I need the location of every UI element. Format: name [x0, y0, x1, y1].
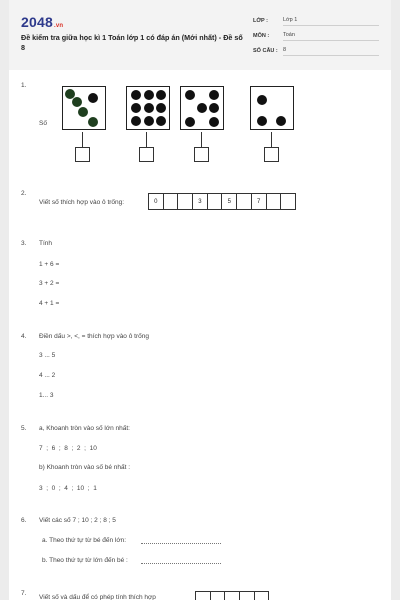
- q7-cell[interactable]: [239, 591, 255, 600]
- seq-cell[interactable]: [236, 193, 252, 210]
- seq-cell[interactable]: [280, 193, 296, 210]
- site-logo[interactable]: 2048.vn: [21, 14, 64, 30]
- question-number-4: 4.: [21, 333, 27, 340]
- q4-prompt: Điền dấu >, <, = thích hợp vào ô trống: [39, 333, 149, 340]
- seq-cell[interactable]: [207, 193, 223, 210]
- q3-prompt: Tính: [39, 240, 53, 247]
- dice-six-dots: [126, 86, 170, 130]
- answer-box-4[interactable]: [264, 147, 279, 162]
- q5b-prompt: b) Khoanh tròn vào số bé nhất :: [39, 464, 131, 471]
- page-title: Đề kiểm tra giữa học kì 1 Toán lớp 1 có đáp án (Mới nhất) - Đề số 8: [21, 33, 243, 52]
- q5b-values: 3 ; 0 ; 4 ; 10 ; 1: [39, 485, 97, 492]
- question-number-7: 7.: [21, 590, 27, 597]
- answer-box-3[interactable]: [194, 147, 209, 162]
- q7-cell[interactable]: [254, 591, 270, 600]
- seq-cell[interactable]: [177, 193, 193, 210]
- seq-cell: 0: [148, 193, 164, 210]
- worksheet: [9, 0, 391, 600]
- seq-cell: 7: [251, 193, 267, 210]
- q3-line: 1 + 6 =: [39, 261, 60, 268]
- q4-line: 3 ... 5: [39, 352, 56, 359]
- number-sequence: [148, 193, 295, 210]
- seq-cell[interactable]: [266, 193, 282, 210]
- q3-line: 4 + 1 =: [39, 300, 60, 307]
- meta-value-subject: Toán: [283, 32, 379, 41]
- question-number-1: 1.: [21, 82, 27, 89]
- meta-label-class: LỚP :: [253, 18, 268, 24]
- q6b-label: b. Theo thứ tự từ lớn đến bé :: [42, 557, 128, 564]
- q6a-label: a. Theo thứ tự từ bé đến lớn:: [42, 537, 127, 544]
- question-number-2: 2.: [21, 190, 27, 197]
- dice-five-dots: [62, 86, 106, 130]
- q6a-answer-line[interactable]: [141, 537, 221, 544]
- answer-box-2[interactable]: [139, 147, 154, 162]
- question-number-6: 6.: [21, 517, 27, 524]
- meta-value-count: 8: [283, 47, 379, 56]
- dice-five-dots-b: [180, 86, 224, 130]
- q7-cell[interactable]: [195, 591, 211, 600]
- q5a-prompt: a, Khoanh tròn vào số lớn nhất:: [39, 425, 130, 432]
- q7-cell[interactable]: [210, 591, 226, 600]
- question-number-3: 3.: [21, 240, 27, 247]
- seq-cell: 3: [192, 193, 208, 210]
- q1-label: Số: [39, 120, 47, 127]
- q6b-answer-line[interactable]: [141, 557, 221, 564]
- q6-prompt: Viết các số 7 ; 10 ; 2 ; 8 ; 5: [39, 517, 116, 524]
- answer-box-1[interactable]: [75, 147, 90, 162]
- question-number-5: 5.: [21, 425, 27, 432]
- dice-three-dots: [250, 86, 294, 130]
- meta-value-class: Lớp 1: [283, 17, 379, 26]
- q5a-values: 7 ; 6 ; 8 ; 2 ; 10: [39, 445, 97, 452]
- q4-line: 4 ... 2: [39, 372, 56, 379]
- q3-line: 3 + 2 =: [39, 280, 60, 287]
- q7-prompt: Viết số và dấu để có phép tính thích hợp: [39, 594, 156, 600]
- seq-cell[interactable]: [163, 193, 179, 210]
- q4-line: 1... 3: [39, 392, 54, 399]
- q7-answer-boxes: [195, 591, 268, 600]
- q2-prompt: Viết số thích hợp vào ô trống:: [39, 199, 125, 206]
- meta-label-subject: MÔN :: [253, 33, 270, 39]
- q7-cell[interactable]: [224, 591, 240, 600]
- header: [9, 0, 391, 70]
- meta-label-count: SỐ CÂU :: [253, 48, 278, 54]
- seq-cell: 5: [221, 193, 237, 210]
